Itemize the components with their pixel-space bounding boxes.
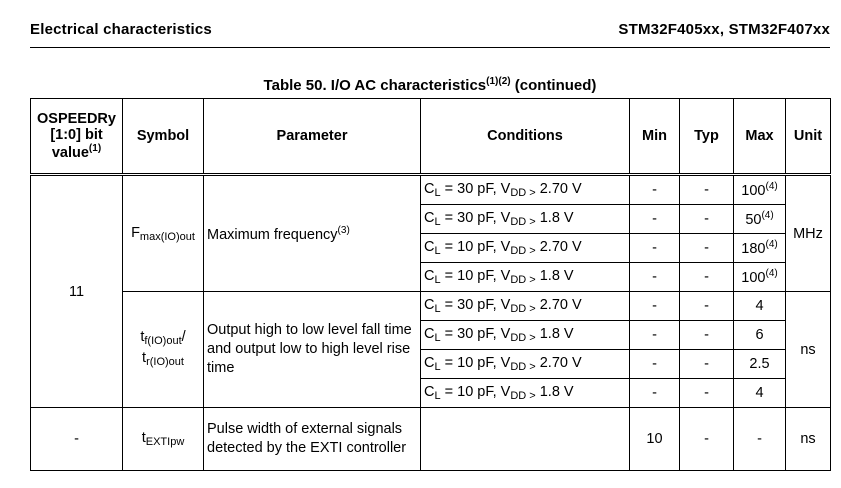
max-ref: (4) <box>765 268 778 280</box>
vdd-sub: DD > <box>510 303 536 315</box>
table-row <box>31 292 831 321</box>
col-max: Max <box>734 99 786 175</box>
vdd-value: 1.8 V <box>535 268 574 284</box>
min-cell: - <box>630 350 680 379</box>
max-ref: (4) <box>765 239 778 251</box>
typ-cell: - <box>680 292 734 321</box>
condition-cell <box>421 321 630 350</box>
tf-tr-unit: ns <box>786 292 831 408</box>
cl-sub: L <box>434 303 441 315</box>
typ-cell: - <box>680 205 734 234</box>
typ-cell: - <box>680 350 734 379</box>
max-cell: 2.5 <box>734 350 786 379</box>
max-cell <box>734 175 786 205</box>
max-value: 100 <box>741 182 766 199</box>
table-row <box>31 408 831 471</box>
col-symbol: Symbol <box>123 99 204 175</box>
exti-max: - <box>734 408 786 471</box>
condition-cell <box>421 379 630 408</box>
section-title: Electrical characteristics <box>30 21 212 38</box>
max-ref: (4) <box>761 210 774 222</box>
caption-suffix: (continued) <box>510 77 597 94</box>
cl-sub: L <box>434 216 441 228</box>
fmax-parameter-text: Maximum frequency <box>207 226 338 243</box>
vdd-sub: DD > <box>510 216 536 228</box>
fmax-symbol-main: F <box>131 224 140 241</box>
cl-value: = 10 pF, V <box>440 384 511 400</box>
max-value: 100 <box>741 269 766 286</box>
exti-ospeed: - <box>31 408 123 471</box>
vdd-value: 1.8 V <box>535 326 574 342</box>
cl-value: = 10 pF, V <box>440 268 511 284</box>
caption-title: Table 50. I/O AC characteristics <box>263 77 487 94</box>
col-ospeed-line1: OSPEEDRy <box>37 111 116 128</box>
cl-symbol: C <box>424 239 435 255</box>
cl-symbol: C <box>424 384 435 400</box>
min-cell: - <box>630 175 680 205</box>
col-ospeed-line2: [1:0] bit <box>50 127 103 144</box>
ospeed-value: 11 <box>31 175 123 408</box>
exti-conditions <box>421 408 630 471</box>
exti-typ: - <box>680 408 734 471</box>
tr-symbol-wrap <box>126 350 200 371</box>
min-cell: - <box>630 234 680 263</box>
table-row <box>31 175 831 205</box>
max-ref: (4) <box>765 181 778 193</box>
tr-symbol-sub: r(IO)out <box>146 355 184 368</box>
min-cell: - <box>630 321 680 350</box>
condition-cell <box>421 175 630 205</box>
col-ospeed-ref: (1) <box>88 143 102 155</box>
vdd-sub: DD > <box>510 332 536 344</box>
min-cell: - <box>630 379 680 408</box>
cl-value: = 10 pF, V <box>440 239 511 255</box>
vdd-value: 2.70 V <box>535 239 582 255</box>
condition-cell <box>421 205 630 234</box>
col-ospeed-line3: value <box>51 144 89 161</box>
tf-symbol-wrap <box>126 329 200 350</box>
header-divider <box>30 47 830 48</box>
max-cell <box>734 234 786 263</box>
cl-symbol: C <box>424 268 435 284</box>
fmax-parameter-ref: (3) <box>337 224 350 236</box>
exti-unit: ns <box>786 408 831 471</box>
max-cell <box>734 263 786 292</box>
tr-symbol-main: t <box>142 349 147 366</box>
exti-symbol <box>123 408 204 471</box>
fmax-parameter <box>204 175 421 292</box>
col-min: Min <box>630 99 680 175</box>
condition-cell <box>421 350 630 379</box>
exti-parameter: Pulse width of external signals detected by the EXTI controller <box>204 408 421 471</box>
col-parameter: Parameter <box>204 99 421 175</box>
vdd-value: 2.70 V <box>535 181 582 197</box>
cl-sub: L <box>434 361 441 373</box>
max-cell: 4 <box>734 292 786 321</box>
io-ac-table <box>30 98 831 471</box>
cl-sub: L <box>434 390 441 402</box>
max-value: 180 <box>741 240 766 257</box>
condition-cell <box>421 234 630 263</box>
cl-sub: L <box>434 274 441 286</box>
min-cell: - <box>630 292 680 321</box>
vdd-sub: DD > <box>510 245 536 257</box>
cl-symbol: C <box>424 210 435 226</box>
typ-cell: - <box>680 263 734 292</box>
min-cell: - <box>630 263 680 292</box>
exti-min: 10 <box>630 408 680 471</box>
fmax-unit: MHz <box>786 175 831 292</box>
tf-tr-symbol <box>123 292 204 408</box>
vdd-value: 1.8 V <box>535 384 574 400</box>
tf-symbol-sub: f(IO)out <box>144 334 182 347</box>
max-cell: 4 <box>734 379 786 408</box>
tf-symbol-tail: / <box>181 328 186 345</box>
max-value: 50 <box>745 211 762 228</box>
exti-symbol-sub: EXTIpw <box>145 436 185 448</box>
min-cell: - <box>630 205 680 234</box>
col-typ: Typ <box>680 99 734 175</box>
tf-tr-parameter: Output high to low level fall time and output low to high level rise time <box>204 292 421 408</box>
cl-value: = 10 pF, V <box>440 355 511 371</box>
col-conditions: Conditions <box>421 99 630 175</box>
typ-cell: - <box>680 321 734 350</box>
vdd-value: 2.70 V <box>535 297 582 313</box>
cl-sub: L <box>434 245 441 257</box>
table-header-row <box>31 99 831 175</box>
tf-symbol-main: t <box>140 328 145 345</box>
typ-cell: - <box>680 234 734 263</box>
table-caption <box>30 76 830 94</box>
max-cell: 6 <box>734 321 786 350</box>
vdd-value: 2.70 V <box>535 355 582 371</box>
vdd-value: 1.8 V <box>535 210 574 226</box>
fmax-symbol <box>123 175 204 292</box>
cl-symbol: C <box>424 355 435 371</box>
caption-refs: (1)(2) <box>486 76 511 87</box>
cl-value: = 30 pF, V <box>440 297 511 313</box>
cl-sub: L <box>434 332 441 344</box>
vdd-sub: DD > <box>510 390 536 402</box>
col-ospeed <box>31 99 123 175</box>
typ-cell: - <box>680 175 734 205</box>
fmax-symbol-sub: max(IO)out <box>139 230 195 243</box>
col-unit: Unit <box>786 99 831 175</box>
cl-value: = 30 pF, V <box>440 181 511 197</box>
condition-cell <box>421 292 630 321</box>
condition-cell <box>421 263 630 292</box>
cl-sub: L <box>434 187 441 199</box>
vdd-sub: DD > <box>510 187 536 199</box>
cl-symbol: C <box>424 297 435 313</box>
vdd-sub: DD > <box>510 361 536 373</box>
cl-symbol: C <box>424 326 435 342</box>
vdd-sub: DD > <box>510 274 536 286</box>
max-cell <box>734 205 786 234</box>
cl-value: = 30 pF, V <box>440 210 511 226</box>
device-title: STM32F405xx, STM32F407xx <box>618 21 830 38</box>
cl-symbol: C <box>424 181 435 197</box>
typ-cell: - <box>680 379 734 408</box>
cl-value: = 30 pF, V <box>440 326 511 342</box>
exti-symbol-main: t <box>141 430 146 446</box>
col-ospeed-line3-wrap <box>34 143 119 161</box>
